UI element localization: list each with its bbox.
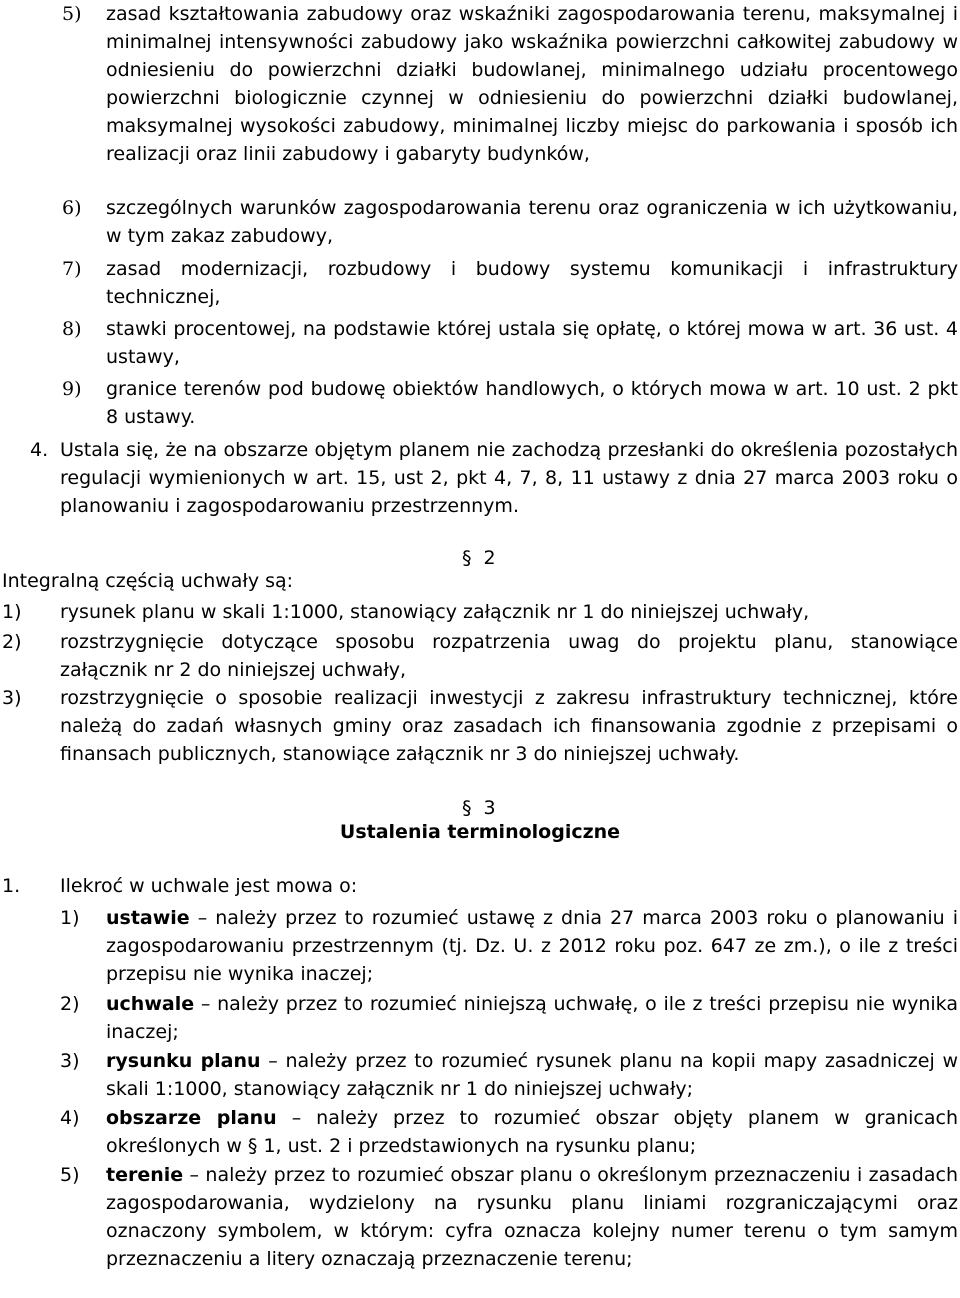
list-item-number: 3) (60, 1050, 80, 1072)
list-item-number: 3) (2, 687, 22, 709)
section-intro: Integralną częścią uchwały są: (2, 570, 294, 592)
list-item-number: 9) (62, 378, 82, 400)
list-item-number: 1) (60, 907, 80, 929)
defined-term: rysunku planu (106, 1050, 261, 1072)
list-item-number: 7) (62, 258, 82, 280)
defined-term: uchwale (106, 993, 195, 1015)
definition-item (106, 990, 958, 1046)
defined-term: ustawie (106, 907, 190, 929)
definition-text: – należy przez to rozumieć obszar planu o określonym przeznaczeniu i zasadach zagospodarowania, wydzielony na rysunku planu liniami rozgraniczającymi oraz oznaczony symbolem, w którym: cyfra oznacza kolejny numer terenu o tym samym przeznaczeniu a litery oznaczają przeznaczenie terenu; (106, 1164, 958, 1270)
list-item-number: 6) (62, 197, 82, 219)
definition-text: – należy przez to rozumieć rysunek planu na kopii mapy zasadniczej w skali 1:1000, stanowiący załącznik nr 1 do niniejszej uchwały; (106, 1050, 958, 1100)
list-item-text: zasad kształtowania zabudowy oraz wskaźniki zagospodarowania terenu, maksymalnej i minimalnej intensywności zabudowy jako wskaźnika powierzchni całkowitej zabudowy w odniesieniu do powierzchni działki budowlanej, minimalnego udziału procentowego powierzchni biologicznie czynnej w odniesieniu do powierzchni działki budowlanej, maksymalnej wysokości zabudowy, minimalnej liczby miejsc do parkowania i sposób ich realizacji oraz linii zabudowy i gabaryty budynków, (106, 3, 958, 165)
list-item-text: rozstrzygnięcie dotyczące sposobu rozpatrzenia uwag do projektu planu, stanowiące załącznik nr 2 do niniejszej uchwały, (60, 631, 958, 681)
list-item-number: 4) (60, 1107, 80, 1129)
point-number: 4. (30, 439, 49, 461)
definition-item (106, 1047, 958, 1103)
definition-item (106, 1104, 958, 1160)
definition-item (106, 904, 958, 988)
list-item-text: granice terenów pod budowę obiektów handlowych, o których mowa w art. 10 ust. 2 pkt 8 ustawy. (106, 378, 958, 428)
paragraph-sign: § (462, 797, 472, 819)
point-number: 1. (2, 875, 21, 897)
point-text: Ustala się, że na obszarze objętym planem nie zachodzą przesłanki do określenia pozostałych regulacji wymienionych w art. 15, ust 2, pkt 4, 7, 8, 11 ustawy z dnia 27 marca 2003 roku o planowaniu i zagospodarowaniu przestrzennym. (60, 439, 958, 517)
definition-item (106, 1161, 958, 1273)
defined-term: terenie (106, 1164, 184, 1186)
defined-term: obszarze planu (106, 1107, 277, 1129)
list-item-number: 5) (60, 1164, 80, 1186)
definition-text: – należy przez to rozumieć obszar objęty planem w granicach określonych w § 1, ust. 2 i przedstawionych na rysunku planu; (106, 1107, 959, 1157)
definition-text: – należy przez to rozumieć ustawę z dnia 27 marca 2003 roku o planowaniu i zagospodarowaniu przestrzennym (tj. Dz. U. z 2012 roku poz. 647 ze zm.), o ile z treści przepisu nie wynika inaczej; (106, 907, 958, 985)
list-item-number: 5) (62, 3, 82, 25)
list-item-text: stawki procentowej, na podstawie której ustala się opłatę, o której mowa w art. 36 ust. 4 ustawy, (106, 318, 958, 368)
list-item-number: 8) (62, 318, 82, 340)
list-item-text: rozstrzygnięcie o sposobie realizacji inwestycji z zakresu infrastruktury technicznej, które należą do zadań własnych gminy oraz zasadach ich finansowania zgodnie z przepisami o finansach publicznych, stanowiące załącznik nr 3 do niniejszej uchwały. (60, 687, 958, 765)
definition-text: – należy przez to rozumieć niniejszą uchwałę, o ile z treści przepisu nie wynika inaczej; (106, 993, 958, 1043)
paragraph-sign: § (462, 547, 472, 569)
section-number: 3 (483, 797, 496, 819)
section-number: 2 (483, 547, 496, 569)
list-item-text: rysunek planu w skali 1:1000, stanowiący załącznik nr 1 do niniejszej uchwały, (60, 601, 810, 623)
list-item-number: 2) (2, 631, 22, 653)
list-item-number: 2) (60, 993, 80, 1015)
list-item-text: zasad modernizacji, rozbudowy i budowy systemu komunikacji i infrastruktury technicznej, (106, 258, 958, 308)
list-item-text: szczególnych warunków zagospodarowania terenu oraz ograniczenia w ich użytkowaniu, w tym zakaz zabudowy, (106, 197, 958, 247)
point-text: Ilekroć w uchwale jest mowa o: (60, 875, 358, 897)
list-item-number: 1) (2, 601, 22, 623)
section-title: Ustalenia terminologiczne (339, 821, 621, 843)
